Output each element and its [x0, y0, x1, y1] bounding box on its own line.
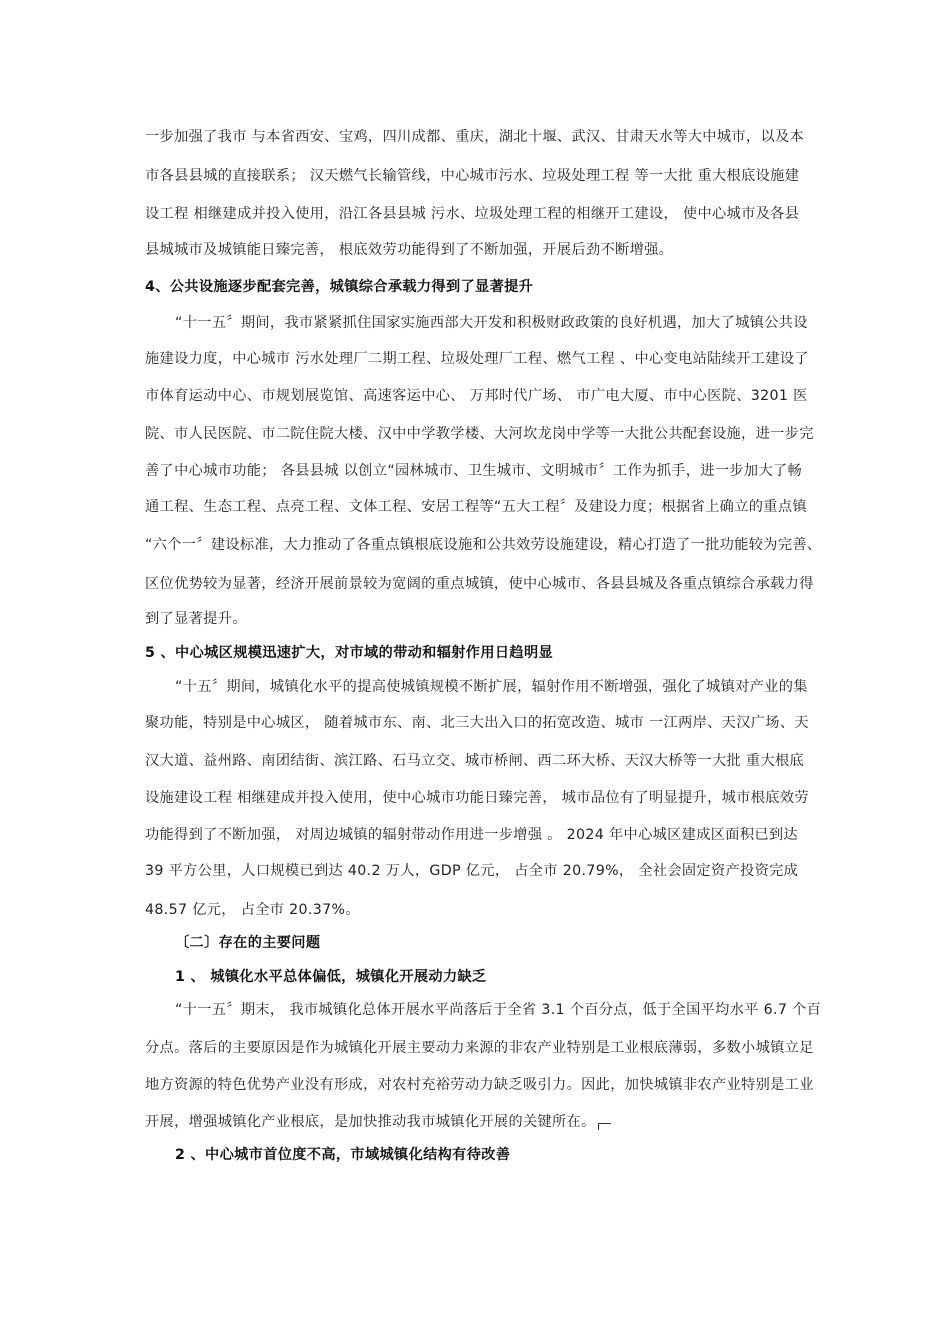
paragraph-line: 设施建设工程 相继建成并投入使用，使中心城市功能日臻完善， 城市品位有了明显提升，城市根底效劳 [145, 790, 809, 806]
paragraph-line: 一步加强了我市 与本省西安、宝鸡，四川成都、重庆，湖北十堰、武汉、甘肃天水等大中城市，以及本 [145, 129, 805, 145]
paragraph-line: 县城城市及城镇能日臻完善， 根底效劳功能得到了不断加强，开展后劲不断增强。 [145, 242, 674, 258]
paragraph-line: 汉大道、益州路、南团结街、滨江路、石马立交、城市桥闸、西二环大桥、天汉大桥等一大批 重大根底 [145, 753, 805, 769]
paragraph-line: 通工程、生态工程、点亮工程、文体工程、安居工程等“五大工程〞及建设力度；根据省上确立的重点镇 [145, 499, 807, 515]
paragraph-line: 设工程 相继建成并投入使用，沿江各县县城 污水、垃圾处理工程的相继开工建设， 使中心城市及各县 [145, 206, 800, 222]
paragraph-line: “十一五〞期末， 我市城镇化总体开展水平尚落后于全省 3.1 个百分点，低于全国平均水平 6.7 个百 [175, 1002, 822, 1018]
section-heading: 5 、中心城区规模迅速扩大，对市域的带动和辐射作用日趋明显 [145, 645, 554, 661]
section-heading: 2 、中心城市首位度不高，市域城镇化结构有待改善 [175, 1147, 511, 1163]
paragraph-line: 分点。落后的主要原因是作为城镇化开展主要动力来源的非农产业特别是工业根底薄弱，多数小城镇立足 [145, 1040, 814, 1056]
paragraph-line: “六个一〞建设标准，大力推动了各重点镇根底设施和公共效劳设施建设，精心打造了一批功能较为完善、 [145, 537, 822, 553]
paragraph-line: 到了显著提升。 [145, 611, 247, 627]
paragraph-line: 市各县县城的直接联系； 汉天燃气长输管线，中心城市污水、垃圾处理工程 等一大批 重大根底设施建 [145, 168, 800, 184]
paragraph-line: 善了中心城市功能； 各县县城 以创立“园林城市、卫生城市、文明城市〞工作为抓手，进一步加大了畅 [145, 463, 803, 479]
paragraph-line: 39 平方公里，人口规模已到达 40.2 万人，GDP 亿元， 占全市 20.79%， 全社会固定资产投资完成 [145, 863, 799, 879]
paragraph-line: 市体育运动中心、市规划展览馆、高速客运中心、 万邦时代广场、 市广电大厦、市中心医院、3201 医 [145, 388, 808, 404]
paragraph-line: 区位优势较为显著，经济开展前景较为宽阔的重点城镇，使中心城市、各县县城及各重点镇综合承载力得 [145, 576, 814, 592]
paragraph-line: 院、市人民医院、市二院住院大楼、汉中中学教学楼、大河坎龙岗中学等一大批公共配套设施，进一步完 [145, 426, 814, 442]
paragraph-line: “十一五〞期间，我市紧紧抓住国家实施西部大开发和积极财政政策的良好机遇，加大了城镇公共设 [175, 315, 808, 331]
paragraph-line: 施建设力度，中心城市 污水处理厂二期工程、垃圾处理厂工程、燃气工程 、中心变电站陆续开工建设了 [145, 351, 809, 367]
paragraph-line: 地方资源的特色优势产业没有形成，对农村充裕劳动力缺乏吸引力。因此，加快城镇非农产业特别是工业 [145, 1077, 814, 1093]
section-heading: 4、公共设施逐步配套完善，城镇综合承载力得到了显著提升 [145, 279, 534, 295]
section-heading: 1 、 城镇化水平总体偏低，城镇化开展动力缺乏 [175, 969, 487, 985]
corner-mark-icon [598, 1123, 611, 1130]
paragraph-line: 功能得到了不断加强， 对周边城镇的辐射带动作用进一步增强 。 2024 年中心城区建成区面积已到达 [145, 827, 798, 843]
section-heading: 〔二〕存在的主要问题 [175, 935, 321, 951]
paragraph-line: 聚功能，特别是中心城区， 随着城市东、南、北三大出入口的拓宽改造、城市 一江两岸、天汉广场、天 [145, 715, 809, 731]
paragraph-line: 48.57 亿元， 占全市 20.37%。 [145, 902, 360, 918]
paragraph-line: 开展，增强城镇化产业根底，是加快推动我市城镇化开展的关键所在。 [145, 1114, 596, 1130]
paragraph-line: “十五〞期间，城镇化水平的提高使城镇规模不断扩展，辐射作用不断增强，强化了城镇对产业的集 [175, 679, 808, 695]
